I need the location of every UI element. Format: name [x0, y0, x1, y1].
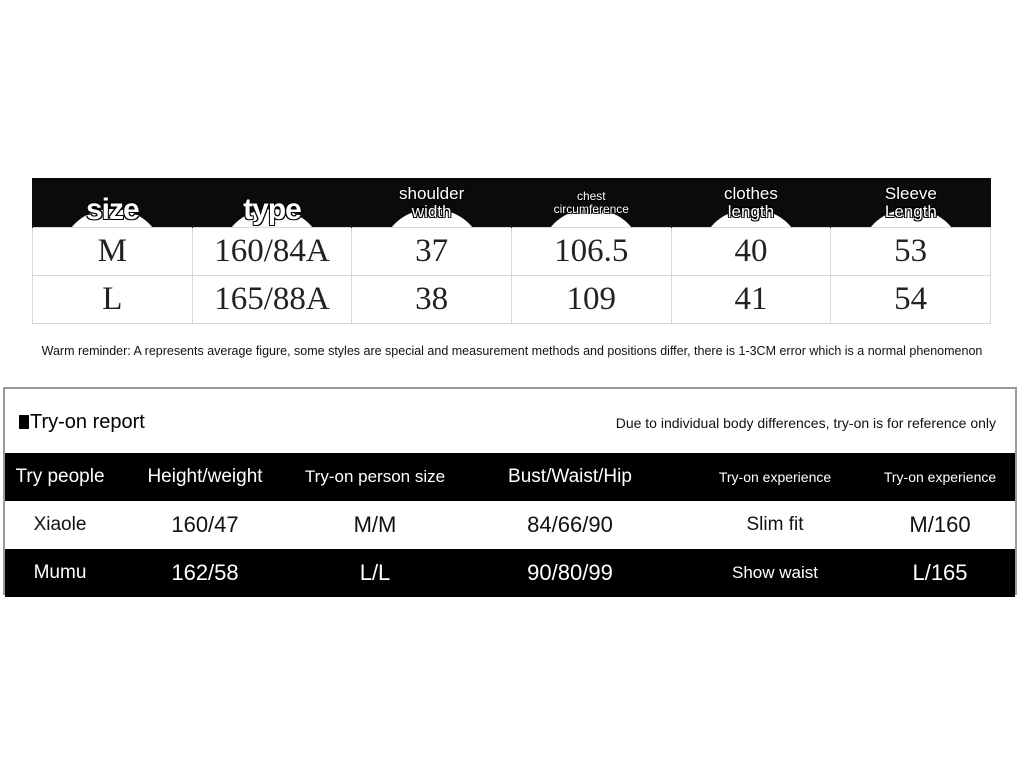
chest-cell: 109: [511, 276, 671, 324]
experience-value: Slim fit: [746, 514, 804, 535]
chest-cell: 106.5: [511, 228, 671, 276]
sleeve-length-header: Sleeve Length: [831, 178, 991, 228]
person-name: Mumu: [33, 562, 87, 583]
experience-size-value: L/165: [912, 560, 968, 585]
person-size-value: M/M: [353, 512, 397, 537]
shoulder-width-header: shoulder width: [352, 178, 512, 228]
sleeve-cell: 54: [831, 276, 991, 324]
type-cell: 165/88A: [192, 276, 352, 324]
experience-header: Try-on experience: [718, 469, 832, 485]
clothes-length-header: clothes length: [671, 178, 831, 228]
size-chart-header-row: [33, 178, 991, 228]
tryon-report-title: Try-on report: [19, 411, 145, 434]
tryon-report-panel: [3, 387, 1017, 595]
size-cell: L: [33, 276, 193, 324]
type-cell: 160/84A: [192, 228, 352, 276]
length-cell: 40: [671, 228, 831, 276]
tryon-table: [5, 453, 1015, 597]
person-size-value: L/L: [359, 560, 391, 585]
size-reminder-text: Warm reminder: A represents average figure, some styles are special and measurement methods and positions differ, there is 1-3CM error which is a normal phenomenon: [41, 344, 983, 358]
person-size-header: Try-on person size: [304, 467, 446, 486]
height-weight-header: Height/weight: [147, 466, 263, 487]
bullet-icon: [19, 415, 29, 429]
shoulder-cell: 37: [352, 228, 512, 276]
bust-waist-hip-value: 90/80/99: [527, 560, 613, 585]
experience-size-value: M/160: [909, 512, 971, 537]
bust-waist-hip-value: 84/66/90: [527, 512, 613, 537]
size-cell: M: [33, 228, 193, 276]
chest-circumference-header: chest circumference: [511, 178, 671, 228]
sleeve-cell: 53: [831, 228, 991, 276]
type-header: type: [192, 178, 352, 228]
tryon-disclaimer: Due to individual body differences, try-on is for reference only: [615, 415, 996, 431]
tryon-row: [5, 501, 1015, 549]
size-row: [33, 228, 991, 276]
height-weight-value: 160/47: [171, 512, 239, 537]
tryon-row: [5, 549, 1015, 597]
size-row: [33, 276, 991, 324]
person-name: Xiaole: [33, 514, 87, 535]
try-people-header: Try people: [15, 466, 105, 487]
experience-value: Show waist: [732, 563, 818, 582]
size-header: size: [33, 178, 193, 228]
shoulder-cell: 38: [352, 276, 512, 324]
bust-waist-hip-header: Bust/Waist/Hip: [508, 466, 632, 487]
length-cell: 41: [671, 276, 831, 324]
size-chart-table: [32, 178, 991, 324]
height-weight-value: 162/58: [171, 560, 239, 585]
tryon-header-row: [5, 453, 1015, 501]
experience-size-header: Try-on experience: [883, 469, 997, 485]
